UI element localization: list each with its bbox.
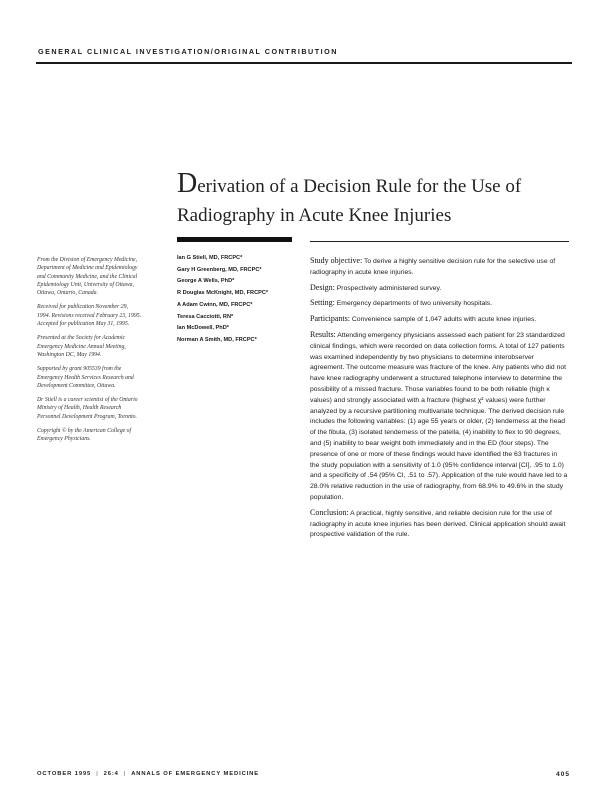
author-list <box>177 253 302 347</box>
affiliation-note: Received for publication November 29, 1994. Revisions received February 23, 1995. Accepted for publication May 31, 1995. <box>37 304 142 328</box>
abstract-text: Emergency departments of two university hospitals. <box>334 300 493 308</box>
author-name: Norman A Smith, MD, FRCPC* <box>177 336 257 343</box>
abstract-setting <box>310 298 568 310</box>
footer-separator: | <box>123 771 127 777</box>
page-number: 405 <box>556 771 570 778</box>
abstract-label: Design: <box>310 282 335 292</box>
affiliation-note: Copyright © by the American College of Emergency Physicians. <box>37 428 132 443</box>
running-footer <box>37 771 437 777</box>
affiliation-note: From the Division of Emergency Medicine, Department of Medicine and Epidemiology and Community Medicine, and the Clinical Epidemiology Unit, University of Ottawa, Ottawa, Ontario, Canada. <box>37 257 138 297</box>
abstract <box>310 256 568 545</box>
footer-separator: | <box>96 771 99 777</box>
abstract-rule <box>310 241 569 242</box>
author-name: A Adam Cwinn, MD, FRCPC* <box>177 301 253 308</box>
article-title <box>177 168 567 230</box>
affiliation-note: Dr Stiell is a career scientist of the Ontario Ministry of Health, Health Research Personnel Development Program, Toronto. <box>37 397 138 420</box>
affiliation-note: Supported by grant 905539 from the Emergency Health Services Research and Development Committee, Ottawa. <box>37 366 134 389</box>
author-name: Ian McDowell, PhD* <box>177 325 229 332</box>
abstract-label: Setting: <box>310 298 335 308</box>
abstract-text: To derive a highly sensitive decision rule for the selective use of radiography in acute knee injuries. <box>310 258 556 276</box>
abstract-text: Prospectively administered survey. <box>334 284 442 292</box>
authors-rule <box>177 237 292 242</box>
author-name: Gary H Greenberg, MD, FRCPC* <box>177 266 262 273</box>
footer-volume: 26:4 <box>103 771 119 777</box>
abstract-text: Attending emergency physicians assessed each patient for 23 standardized clinical findings, which were recorded on data collection forms. A total of 127 patients was examined independently by two physicians to determine interobserver agreement. The outcome measure was fracture of the knee. Any patients who did not have knee radiography underwent a structured telephone interview to determine the possibility of a missed fracture. Those variables found to be both reliable (high κ values) and strongly associated with a fracture (highest χ² values) were further analyzed by a recursive partitioning multivariate technique. The derived decision rule includes the following variables: (1) age 55 years or older, (2) tenderness at the head of the fibula, (3) isolated tenderness of the patella, (4) inability to flex to 90 degrees, and (5) inability to bear weight both immediately and in the ED (four steps). The presence of one or more of these findings would have identified the 63 fractures in the study population with a sensitivity of 1.0 (95% confidence interval [CI], .95 to 1.0) and a specificity of .54 (95% CI, .51 to .57). Application of the rule would have led to a 28.0% relative reduction in the use of radiography, from 68.9% to 49.6% in the study population. <box>310 331 568 501</box>
abstract-design <box>310 283 568 295</box>
author-name: R Douglas McKnight, MD, FRCPC* <box>177 290 269 297</box>
title-text: erivation of a Decision Rule for the Use of Radiography in Acute Knee Injuries <box>177 176 522 226</box>
abstract-label: Participants: <box>310 314 350 324</box>
abstract-label: Results: <box>310 329 336 339</box>
author-name: Ian G Stiell, MD, FRCPC* <box>177 255 243 261</box>
affiliation-note: Presented at the Society for Academic Emergency Medicine Annual Meeting, Washington DC, May 1994. <box>37 335 126 358</box>
abstract-text: A practical, highly sensitive, and reliable decision rule for the use of radiography in acute knee injuries has been derived. Clinical application should await prospective validation of the rule. <box>310 509 566 539</box>
section-header: GENERAL CLINICAL INVESTIGATION/ORIGINAL CONTRIBUTION <box>38 47 338 56</box>
abstract-text: Convenience sample of 1,047 adults with acute knee injuries. <box>350 316 537 324</box>
abstract-label: Conclusion: <box>310 507 349 517</box>
footer-date: OCTOBER 1995 <box>37 771 92 777</box>
abstract-label: Study objective: <box>310 256 363 265</box>
abstract-conclusion <box>310 508 568 541</box>
affiliations-sidebar <box>37 256 142 450</box>
abstract-participants <box>310 314 568 326</box>
section-rule <box>36 62 572 64</box>
author-name: George A Wells, PhD* <box>177 278 235 285</box>
footer-journal: ANNALS OF EMERGENCY MEDICINE <box>131 771 260 777</box>
abstract-results <box>310 330 568 504</box>
title-drop-cap: D <box>177 168 198 199</box>
abstract-study-objective <box>310 256 568 279</box>
author-name: Teresa Cacciotti, RN* <box>177 313 234 320</box>
